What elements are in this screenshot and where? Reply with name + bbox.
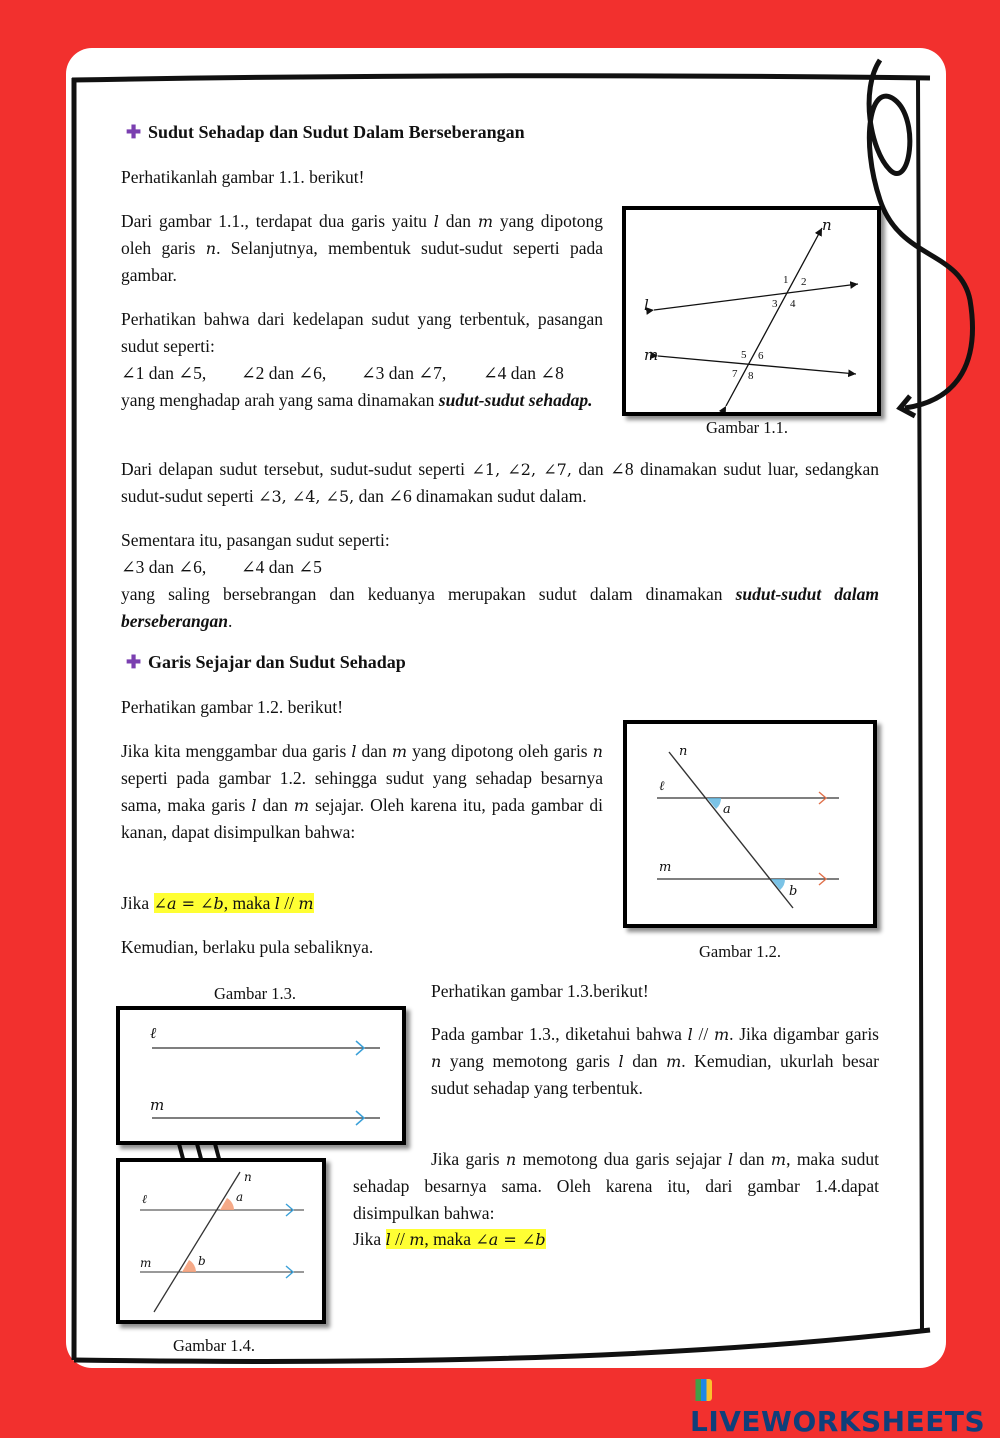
fig1-label-n: n xyxy=(822,216,832,234)
figure-1-4-caption: Gambar 1.4. xyxy=(173,1336,256,1355)
section2-heading: ✚ Garis Sejajar dan Sudut Sehadap xyxy=(126,652,406,672)
section2-rule: Jika ∠a = ∠b, maka l // m xyxy=(121,893,314,913)
section1-paragraph1: Dari gambar 1.1., terdapat dua garis yaitu l dan m yang dipotong oleh garis n. Selanjutnya, membentuk sudut-sudut seperti pada gambar. xyxy=(121,211,603,285)
fig4-label-n: n xyxy=(244,1170,252,1184)
fig2-label-a: a xyxy=(723,802,731,817)
section1-paragraph2: Perhatikan bahwa dari kedelapan sudut yang terbentuk, pasangan sudut seperti: ∠1 dan ∠5, ∠2 dan ∠6, ∠3 dan ∠7, ∠4 dan ∠8 yang menghadap arah yang sama dinamakan sudut-sudut sehadap. xyxy=(121,309,603,410)
fig2-label-l: ℓ xyxy=(659,779,665,794)
figure-1-3 xyxy=(116,1006,406,1145)
fig1-angle-1: 1 xyxy=(783,274,789,286)
section1-intro: Perhatikanlah gambar 1.1. berikut! xyxy=(121,167,365,187)
section2-intro: Perhatikan gambar 1.2. berikut! xyxy=(121,697,344,717)
figure-1-1-caption: Gambar 1.1. xyxy=(706,418,789,437)
fig2-label-n: n xyxy=(679,744,688,759)
fig1-angle-4: 4 xyxy=(790,298,796,310)
figure-1-1 xyxy=(622,206,881,416)
section2-rule2: Jika l // m, maka ∠a = ∠b xyxy=(353,1229,546,1249)
section1-heading: ✚ Sudut Sehadap dan Sudut Dalam Berseberangan xyxy=(126,122,525,142)
liveworksheets-logo-icon xyxy=(690,1379,712,1401)
section2-intro3: Perhatikan gambar 1.3.berikut! xyxy=(431,981,649,1001)
bullet-icon: ✚ xyxy=(126,652,142,672)
fig4-label-m: m xyxy=(140,1256,152,1270)
fig3-label-m: m xyxy=(150,1096,165,1114)
fig4-label-a: a xyxy=(236,1190,244,1204)
section2-paragraph3: Pada gambar 1.3., diketahui bahwa l // m. Jika digambar garis n yang memotong garis l dan m. Kemudian, ukurlah besar sudut sehadap yang terbentuk. xyxy=(431,1024,879,1098)
figure-1-2-caption: Gambar 1.2. xyxy=(699,942,782,961)
figure-1-2 xyxy=(623,720,877,928)
fig1-angle-8: 8 xyxy=(748,370,754,382)
fig4-label-b: b xyxy=(198,1254,206,1268)
fig2-label-m: m xyxy=(659,860,672,875)
fig1-angle-5: 5 xyxy=(741,349,747,361)
section1-paragraph4: Sementara itu, pasangan sudut seperti: ∠3 dan ∠6, ∠4 dan ∠5 yang saling bersebrangan dan keduanya merupakan sudut dalam dinamakan sudut-sudut dalam berseberangan. xyxy=(121,530,880,631)
bullet-icon: ✚ xyxy=(126,122,142,142)
fig2-label-b: b xyxy=(789,884,798,899)
fig3-label-l: ℓ xyxy=(150,1024,157,1042)
fig1-label-l: l xyxy=(644,296,649,314)
fig4-label-l: ℓ xyxy=(142,1192,147,1206)
figure-1-4 xyxy=(116,1158,326,1324)
liveworksheets-watermark: LIVEWORKSHEETS xyxy=(690,1372,1000,1438)
section2-converse: Kemudian, berlaku pula sebaliknya. xyxy=(121,937,374,957)
fig1-angle-2: 2 xyxy=(801,276,807,288)
section1-paragraph3: Dari delapan sudut tersebut, sudut-sudut seperti ∠1, ∠2, ∠7, dan ∠8 dinamakan sudut luar, sedangkan sudut-sudut seperti ∠3, ∠4, ∠5, dan ∠6 dinamakan sudut dalam. xyxy=(121,459,880,506)
figure-1-3-caption: Gambar 1.3. xyxy=(214,984,297,1003)
section2-paragraph1: Jika kita menggambar dua garis l dan m yang dipotong oleh garis n seperti pada gambar 1.2. sehingga sudut yang sehadap besarnya sama, maka garis l dan m sejajar. Oleh karena itu, pada gambar di kanan, dapat disimpulkan bahwa: xyxy=(121,741,603,842)
fig1-angle-3: 3 xyxy=(772,298,778,310)
fig1-angle-6: 6 xyxy=(758,350,764,362)
fig1-angle-7: 7 xyxy=(732,368,738,380)
section2-paragraph4: Jika garis n memotong dua garis sejajar l dan m, maka sudut sehadap besarnya sama. Oleh karena itu, dari gambar 1.4.dapat disimpulkan bahwa: xyxy=(353,1149,879,1223)
fig1-label-m: m xyxy=(644,346,659,364)
